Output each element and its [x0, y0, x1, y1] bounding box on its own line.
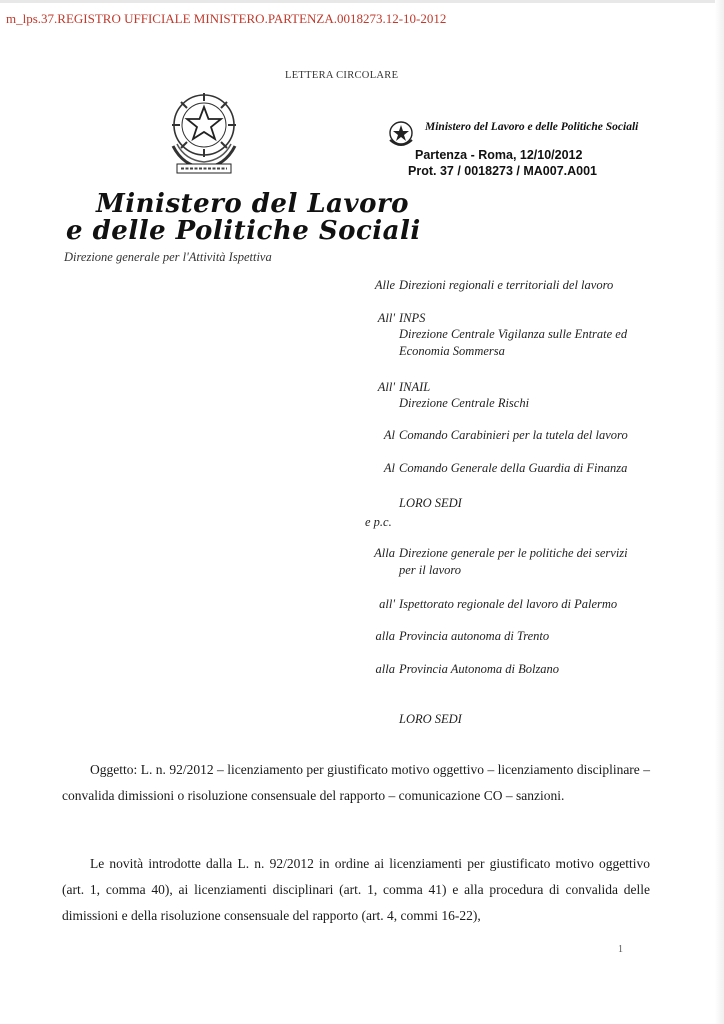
cc-recipient-prep: Alla: [374, 546, 395, 560]
registry-header: m_lps.37.REGISTRO UFFICIALE MINISTERO.PARTENZA.0018273.12-10-2012: [6, 11, 447, 26]
cc-recipient-line: Provincia Autonoma di Bolzano: [399, 662, 560, 676]
page-top-edge: [0, 0, 724, 3]
recipient-prep: All': [377, 311, 395, 325]
protocol-stamp: [385, 118, 670, 188]
recipient-line: Comando Generale della Guardia di Finanza: [399, 461, 628, 475]
cc-recipient-prep: all': [379, 597, 395, 611]
recipients-closing: LORO SEDI: [399, 496, 462, 510]
recipient-prep: Al: [383, 428, 395, 442]
subject-label: Oggetto:: [90, 762, 138, 777]
body-paragraph: Le novità introdotte dalla L. n. 92/2012 in ordine ai licenziamenti per giustificato motivo oggettivo (art. 1, comma 40), ai licenziamenti disciplinari (art. 1, comma 41) e alla procedura di convalida delle dimissioni e della risoluzione consensuale del rapporto (art. 4, commi 16-22),: [62, 856, 650, 923]
cc-closing: LORO SEDI: [399, 712, 462, 726]
subject-paragraph: [62, 757, 650, 809]
stamp-departure: Partenza - Roma, 12/10/2012: [415, 148, 583, 162]
recipient-prep: Al: [383, 461, 395, 475]
page-right-edge: [715, 0, 724, 1024]
recipient-line: Comando Carabinieri per la tutela del lavoro: [399, 428, 628, 442]
recipient-line: INAIL: [399, 380, 431, 394]
cc-recipient-line: Direzione generale per le politiche dei servizi: [399, 546, 628, 560]
cc-recipient-line: per il lavoro: [399, 563, 462, 577]
recipient-line: Direzione Centrale Vigilanza sulle Entrate ed: [399, 327, 628, 341]
letterhead-ministry-line2: e delle Politiche Sociali: [66, 216, 421, 246]
recipient-line: Direzioni regionali e territoriali del lavoro: [399, 278, 614, 292]
cc-label: e p.c.: [365, 515, 392, 529]
cc-recipient-prep: alla: [375, 662, 395, 676]
subject-text: L. n. 92/2012 – licenziamento per giustificato motivo oggettivo – licenziamento disciplinare – convalida dimissioni o risoluzione consensuale del rapporto – comunicazione CO – sanzioni.: [62, 762, 650, 803]
document-type: LETTERA CIRCOLARE: [285, 70, 399, 81]
page-number: 1: [618, 944, 623, 955]
recipient-prep: Alle: [374, 278, 395, 292]
recipient-prep: All': [377, 380, 395, 394]
stamp-protocol: Prot. 37 / 0018273 / MA007.A001: [408, 164, 598, 178]
stamp-ministry-name: Ministero del Lavoro e delle Politiche Sociali: [425, 121, 639, 133]
cc-recipient-line: Provincia autonoma di Trento: [399, 629, 550, 643]
letterhead-directorate: Direzione generale per l'Attività Ispettiva: [64, 250, 272, 264]
letterhead-ministry-line1: Ministero del Lavoro: [96, 189, 409, 219]
cc-recipient-line: Ispettorato regionale del lavoro di Palermo: [399, 597, 618, 611]
recipient-line: Economia Sommersa: [399, 344, 505, 358]
stamp-emblem-icon: [387, 120, 415, 150]
recipient-line: INPS: [399, 311, 426, 325]
republic-emblem-icon: [163, 88, 245, 178]
recipient-line: Direzione Centrale Rischi: [399, 396, 530, 410]
cc-recipient-prep: alla: [375, 629, 395, 643]
